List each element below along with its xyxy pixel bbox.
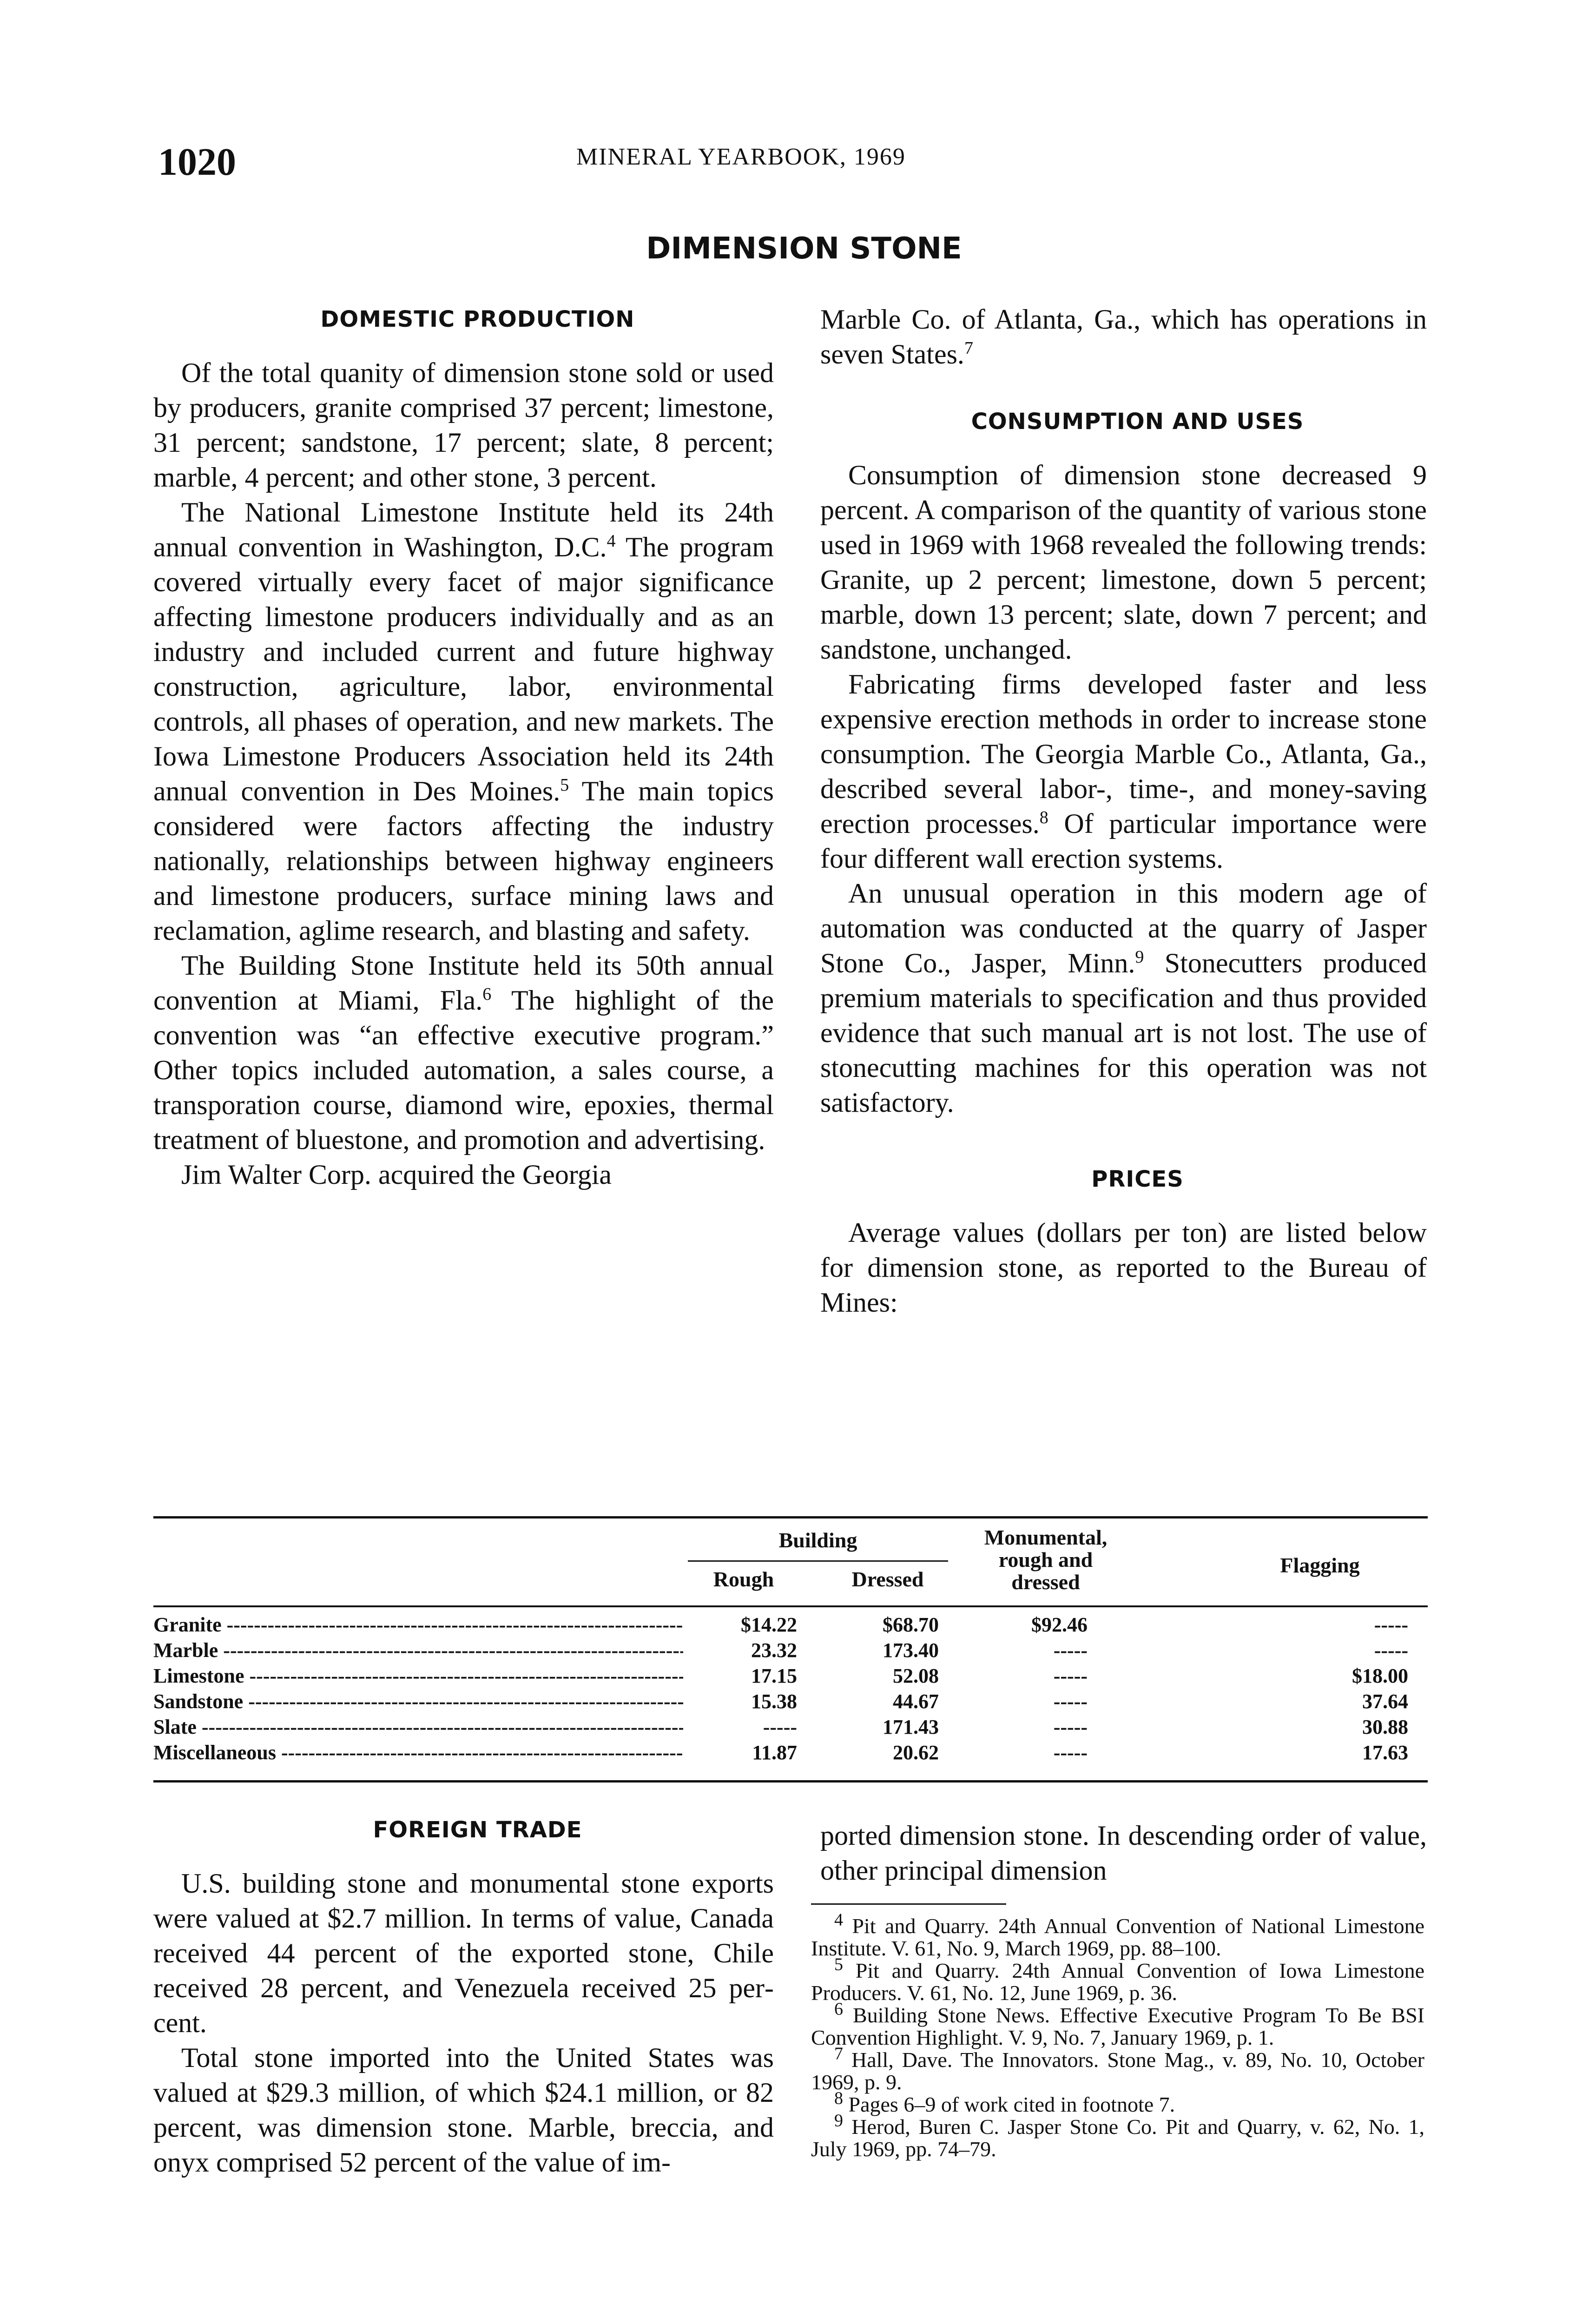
foreign-trade-column	[153, 1813, 774, 2180]
footnote-text: Herod, Buren C. Jasper Stone Co. Pit and Quarry, v. 62, No. 1, July 1969, pp. 74–79.	[811, 2115, 1424, 2161]
table-top-rule	[153, 1516, 1428, 1519]
footnote-text: Pit and Quarry. 24th Annual Convention of Iowa Limestone Producers. V. 61, No. 12, June 1969, p. 36.	[811, 1959, 1424, 2005]
header-rough: Rough	[713, 1567, 774, 1591]
rough-value: 15.38	[751, 1690, 797, 1713]
footnote-ref: 7	[964, 338, 973, 358]
dressed-value: 44.67	[893, 1690, 939, 1713]
header-flagging: Flagging	[1280, 1553, 1360, 1577]
table-row	[153, 1717, 1428, 1737]
paragraph: U.S. building stone and monumental stone exports were valued at $2.7 million. In terms of value, Canada received 44 percent of the exported stone, Chile received 28 percent, and Venezuela received 25 percent.	[153, 1868, 774, 2038]
dressed-value: 52.08	[893, 1664, 939, 1687]
heading-foreign-trade: FOREIGN TRADE	[373, 1817, 582, 1843]
monumental-value: -----	[1053, 1664, 1088, 1687]
page-number: 1020	[158, 140, 236, 184]
dressed-value: $68.70	[883, 1613, 939, 1636]
flagging-value: -----	[1374, 1639, 1408, 1662]
dressed-value: 171.43	[883, 1716, 939, 1738]
footnote-number: 9	[834, 2111, 843, 2131]
monumental-value: -----	[1053, 1716, 1088, 1738]
rough-value: 11.87	[752, 1741, 797, 1764]
flagging-value: 37.64	[1362, 1690, 1408, 1713]
footnote-number: 6	[834, 1999, 843, 2019]
footnote	[811, 1910, 1424, 1960]
stone-label: Slate -----	[153, 1717, 683, 1737]
paragraph: Jim Walter Corp. acquired the Georgia	[181, 1159, 612, 1190]
footnote-number: 8	[834, 2088, 843, 2108]
header-monumental: Monumental, rough and dressed	[984, 1525, 1108, 1594]
table-row	[153, 1615, 1428, 1635]
footnote-ref: 6	[482, 984, 492, 1004]
header-dressed: Dressed	[851, 1567, 924, 1591]
footnote-ref: 4	[607, 531, 616, 551]
heading-consumption-and-uses: CONSUMPTION AND USES	[971, 409, 1304, 435]
paragraph: Marble Co. of Atlanta, Ga., which has operations in seven States.$^7$	[820, 304, 1427, 370]
table-row	[153, 1743, 1428, 1763]
running-head: MINERAL YEARBOOK, 1969	[576, 144, 906, 170]
rough-value: -----	[763, 1716, 797, 1738]
flagging-value: 17.63	[1362, 1741, 1408, 1764]
footnote-ref: 9	[1135, 947, 1144, 967]
footnote-text: Pages 6–9 of work cited in footnote 7.	[843, 2093, 1175, 2116]
paragraph: ported dimension stone. In descending order of value, other principal dimension	[820, 1820, 1427, 1886]
flagging-value: -----	[1374, 1613, 1408, 1636]
monumental-value: -----	[1053, 1741, 1088, 1764]
table-bottom-rule	[153, 1780, 1428, 1783]
heading-domestic-production: DOMESTIC PRODUCTION	[320, 306, 635, 332]
monumental-value: -----	[1053, 1639, 1088, 1662]
footnote-text: Pit and Quarry. 24th Annual Convention of National Limestone Institute. V. 61, No. 9, March 1969, pp. 88–100.	[811, 1914, 1424, 1960]
right-column	[820, 302, 1427, 1320]
paragraph: Average values (dollars per ton) are listed below for dimension stone, as reported to the Bureau of Mines:	[820, 1217, 1427, 1318]
footnote-number: 7	[834, 2044, 843, 2064]
paragraph: Of the total quanity of dimension stone sold or used by producers, granite comprised 37 percent; limestone, 31 percent; sandstone, 17 percent; slate, 8 percent; marble, 4 percent; and other stone, 3 percent.	[153, 357, 774, 493]
footnotes	[811, 1910, 1424, 2161]
heading-prices: PRICES	[1091, 1166, 1184, 1192]
footnote-ref: 8	[1039, 808, 1048, 827]
table-row	[153, 1691, 1428, 1712]
footnote-text: Building Stone News. Effective Executive Program To Be BSI Convention Highlight. V. 9, No. 7, January 1969, p. 1.	[811, 2003, 1424, 2049]
paragraph: Consumption of dimension stone decreased 9 percent. A comparison of the quantity of various stone used in 1969 with 1968 revealed the following trends: Granite, up 2 percent; limestone, down 5 percent; marble, down 13 percent; slate, down 7 percent; and sandstone, unchanged.	[820, 460, 1427, 665]
dressed-value: 173.40	[883, 1639, 939, 1662]
footnote-text: Hall, Dave. The Innovators. Stone Mag., v. 89, No. 10, October 1969, p. 9.	[811, 2048, 1424, 2094]
table-row	[153, 1640, 1428, 1661]
table-row	[153, 1666, 1428, 1686]
rough-value: 17.15	[751, 1664, 797, 1687]
paragraph: An unusual operation in this modern age of automation was conducted at the quarry of Jasper Stone Co., Jasper, Minn.$^9$ Stonecutters produced premium materials to specification and thus provided evidence that such manual art is not lost. The use of stonecutting machines for this operation was not satisfactory.	[820, 878, 1427, 1118]
article-title: DIMENSION STONE	[646, 231, 962, 266]
stone-label: Marble -----	[153, 1640, 683, 1661]
left-column	[153, 302, 774, 1192]
footnote	[811, 1999, 1424, 2049]
footnote	[811, 1954, 1424, 2005]
stone-label: Sandstone -----	[153, 1691, 683, 1712]
paragraph: Total stone imported into the United States was valued at $29.3 million, of which $24.1 million, or 82 percent, was dimension stone. Marble, breccia, and onyx comprised 52 percent of the value of im-	[153, 2042, 774, 2178]
flagging-value: 30.88	[1362, 1716, 1408, 1738]
paragraph: Fabricating firms developed faster and less expensive erection methods in order to increase stone consumption. The Georgia Marble Co., Atlanta, Ga., described several labor-, time-, and money-saving erection processes.$^8$ Of particular importance were four different wall erection systems.	[820, 669, 1427, 874]
table-header-rule	[153, 1605, 1428, 1607]
footnote-number: 5	[834, 1954, 843, 1974]
stone-label: Granite -----	[153, 1615, 683, 1635]
dressed-value: 20.62	[893, 1741, 939, 1764]
monumental-value: $92.46	[1031, 1613, 1088, 1636]
stone-label: Limestone -----	[153, 1666, 683, 1686]
rough-value: 23.32	[751, 1639, 797, 1662]
building-subrule	[688, 1560, 948, 1562]
footnote	[811, 2088, 1424, 2116]
footnote-number: 4	[834, 1910, 843, 1930]
paragraph: The Building Stone Institute held its 50th annual convention at Miami, Fla.$^6$ The highlight of the convention was “an effective executive program.” Other topics included automation, a sales course, a transporation course, diamond wire, epoxies, thermal treatment of bluestone, and promotion and advertising.	[153, 950, 774, 1155]
flagging-value: $18.00	[1352, 1664, 1408, 1687]
foreign-trade-continued	[820, 1818, 1427, 1888]
rough-value: $14.22	[741, 1613, 797, 1636]
monumental-value: -----	[1053, 1690, 1088, 1713]
footnote	[811, 2111, 1424, 2161]
footnote-ref: 5	[560, 775, 569, 795]
footnote-rule	[811, 1903, 1006, 1905]
stone-label: Miscellaneous -----	[153, 1743, 683, 1763]
header-building: Building	[778, 1528, 857, 1552]
footnote	[811, 2044, 1424, 2094]
paragraph: The National Limestone Institute held its 24th annual convention in Washington, D.C.$^4$ The program covered virtually every facet of major significance affecting limestone producers individually and as an industry and included current and future highway construction, agriculture, labor, environmental controls, all phases of operation, and new markets. The Iowa Limestone Producers Association held its 24th annual convention in Des Moines.$^5$ The main topics considered were factors affecting the industry nationally, relationships between highway engineers and limestone producers, surface mining laws and reclamation, aglime research, and blasting and safety.	[153, 497, 774, 946]
